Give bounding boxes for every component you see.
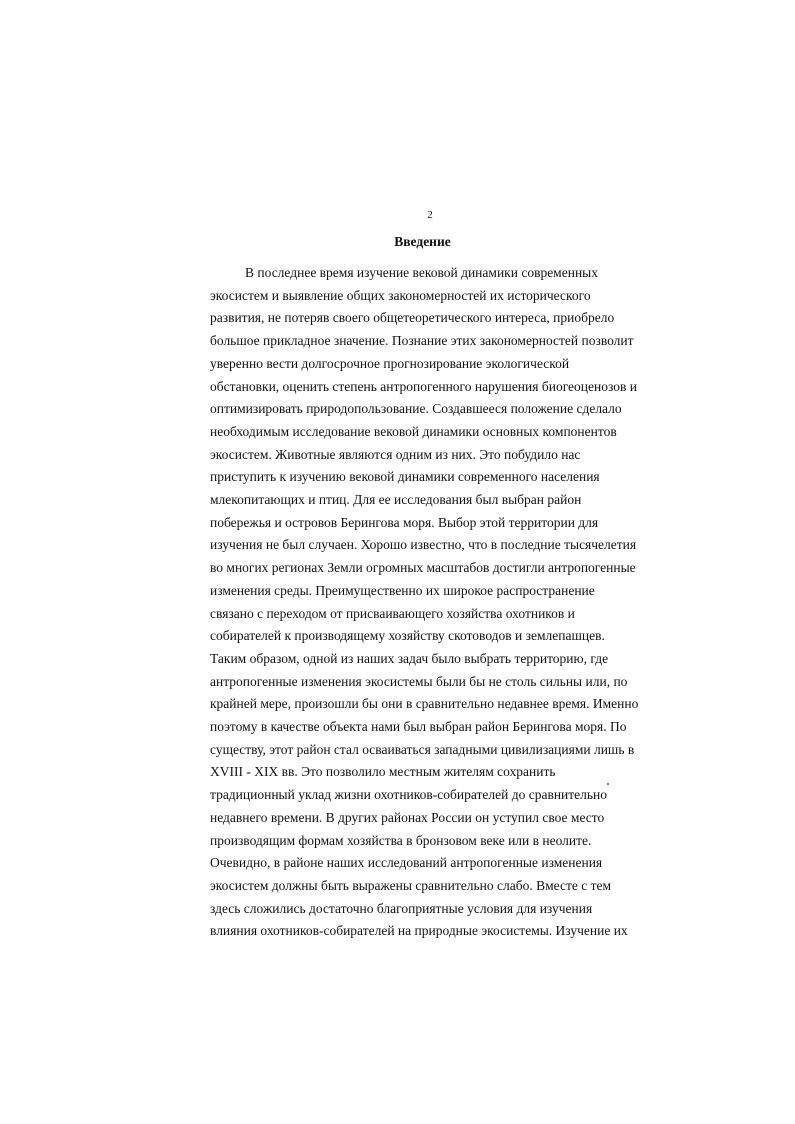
text-line: традиционный уклад жизни охотников-собирателей до сравнительно (210, 787, 608, 803)
text-line: поэтому в качестве объекта нами был выбран район Берингова моря. По (210, 719, 627, 735)
text-line: уверенно вести долгосрочное прогнозирование экологической (210, 355, 570, 371)
text-line: существу, этот район стал осваиваться западными цивилизациями лишь в (210, 741, 635, 757)
text-line: Таким образом, одной из наших задач было выбрать территорию, где (210, 650, 609, 666)
text-line: обстановки, оценить степень антропогенного нарушения биогеоценозов и (210, 378, 637, 394)
text-line: побережья и островов Берингова моря. Выбор этой территории для (210, 514, 599, 530)
body-paragraph (210, 262, 650, 943)
scan-speck (607, 783, 609, 785)
text-line: экосистем. Животные являются одним из них. Это побудило нас (210, 446, 581, 462)
text-line: экосистем и выявление общих закономерностей их исторического (210, 287, 591, 303)
text-line: во многих регионах Земли огромных масштабов достигли антропогенные (210, 560, 636, 576)
text-line: антропогенные изменения экосистемы были бы не столь сильны или, по (210, 673, 628, 689)
text-line: развития, не потеряв своего общетеоретического интереса, приобрело (210, 310, 615, 326)
text-line: необходимым исследование вековой динамики основных компонентов (210, 423, 617, 439)
text-line: изменения среды. Преимущественно их широкое распространение (210, 582, 595, 598)
text-line: оптимизировать природопользование. Создавшееся положение сделало (210, 401, 622, 417)
page-number: 2 (427, 209, 433, 221)
text-line: млекопитающих и птиц. Для ее исследования был выбран район (210, 492, 582, 508)
text-line: здесь сложились достаточно благоприятные условия для изучения (210, 900, 593, 916)
text-line: влияния охотников-собирателей на природные экосистемы. Изучение их (210, 923, 628, 939)
text-line: связано с переходом от присваивающего хозяйства охотников и (210, 605, 575, 621)
text-line: приступить к изучению вековой динамики современного населения (210, 469, 600, 485)
text-line: экосистем должны быть выражены сравнительно слабо. Вместе с тем (210, 877, 612, 893)
text-line: производящим формам хозяйства в бронзовом веке или в неолите. (210, 832, 592, 848)
text-line: собирателей к производящему хозяйству скотоводов и землепашцев. (210, 628, 605, 644)
text-line: большое прикладное значение. Познание этих закономерностей позволит (210, 333, 634, 349)
text-line: Очевидно, в районе наших исследований антропогенные изменения (210, 855, 603, 871)
text-line: изучения не был случаен. Хорошо известно, что в последние тысячелетия (210, 537, 637, 553)
text-line: В последнее время изучение вековой динамики современных (245, 265, 598, 280)
text-line: недавнего времени. В других районах России он уступил свое место (210, 809, 605, 825)
section-title: Введение (394, 234, 451, 249)
text-line: крайней мере, произошли бы они в сравнительно недавнее время. Именно (210, 696, 639, 712)
text-line: XVIII - XIX вв. Это позволило местным жителям сохранить (210, 764, 556, 780)
